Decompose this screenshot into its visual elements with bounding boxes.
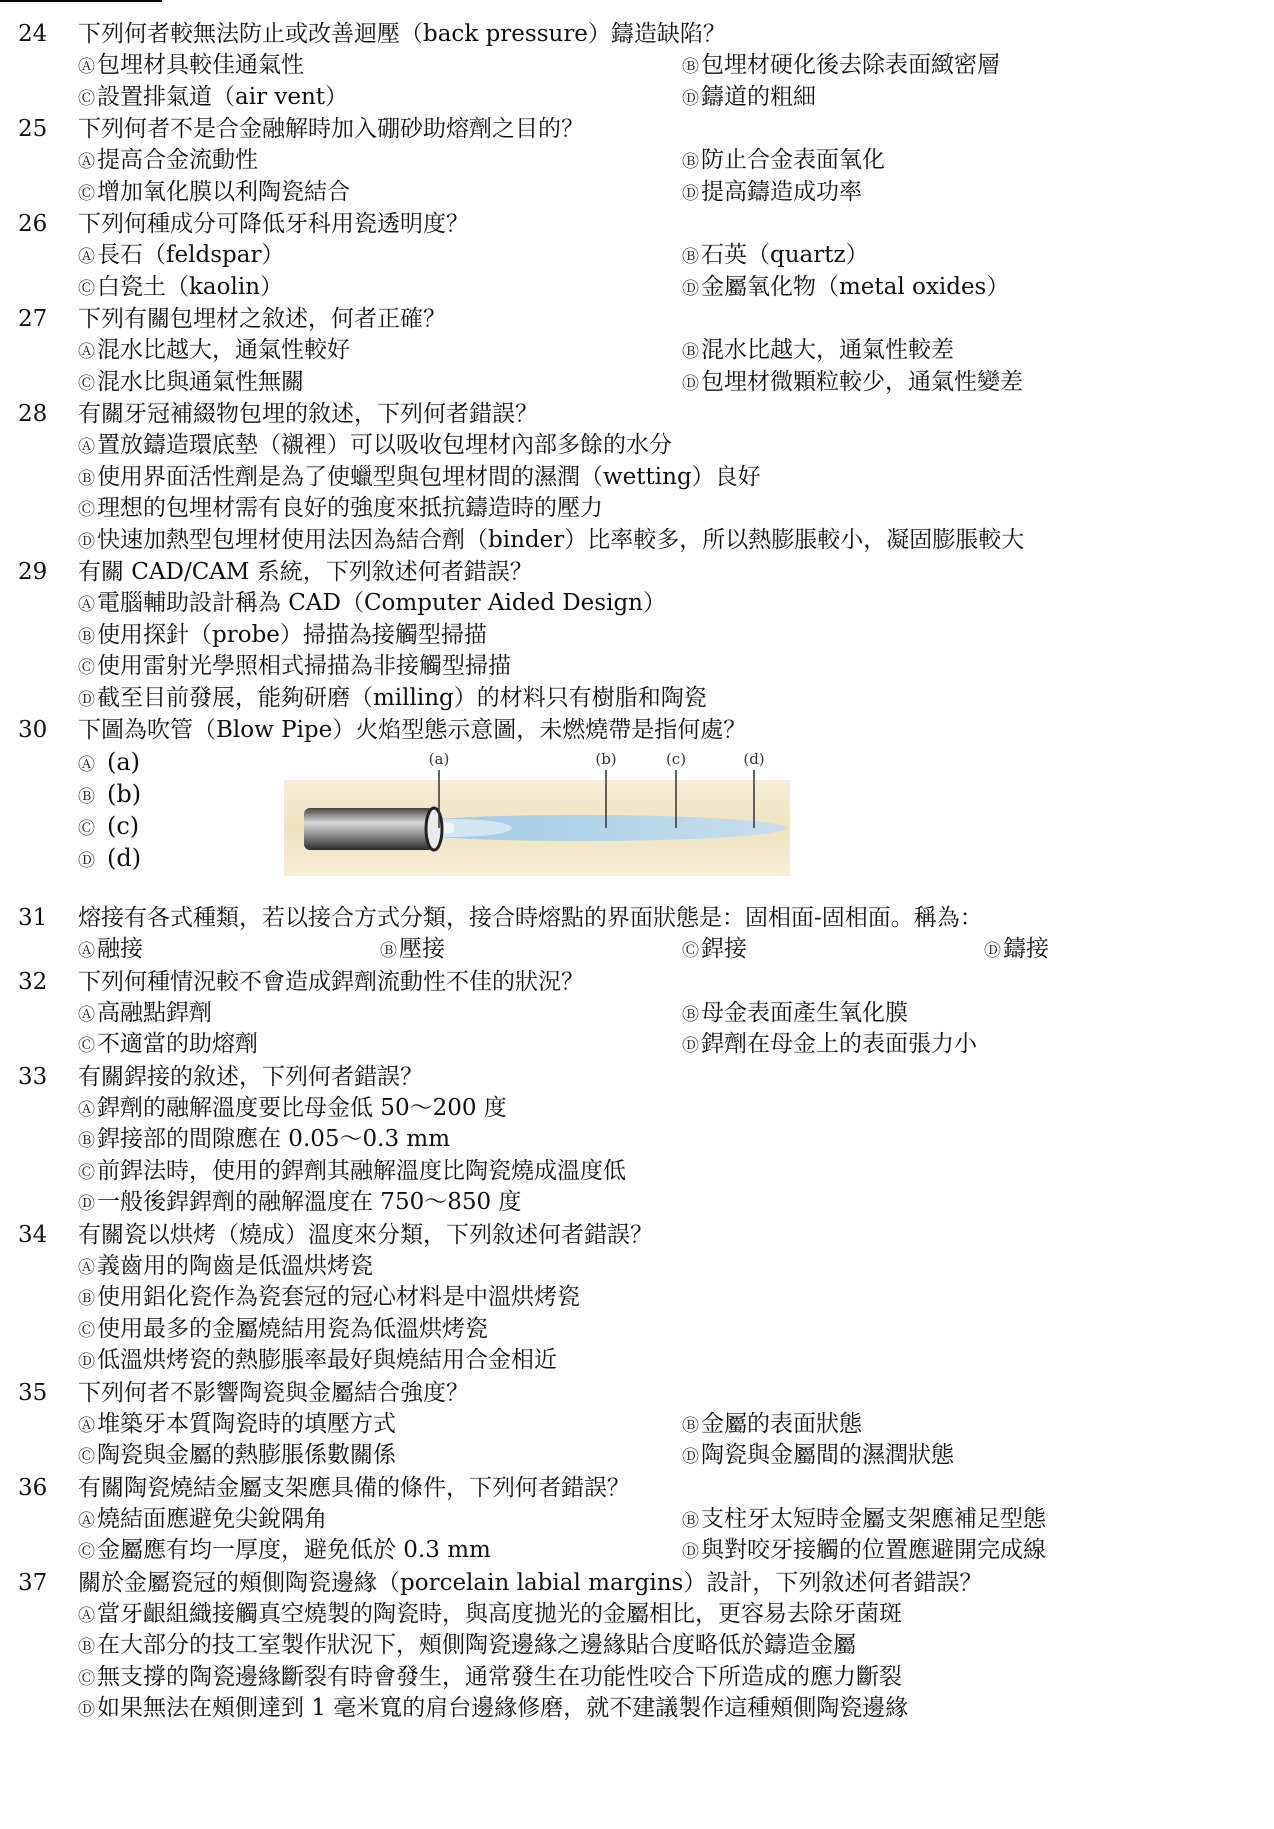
option-text: 使用探針（probe）掃描為接觸型掃描 (97, 621, 487, 648)
answer-option[interactable] (78, 1409, 396, 1443)
option-marker: Ⓐ (78, 342, 95, 362)
option-text: 無支撐的陶瓷邊緣斷裂有時會發生，通常發生在功能性咬合下所造成的應力斷裂 (97, 1663, 902, 1690)
question-29 (0, 556, 1274, 714)
question-text: 有關瓷以烘烤（燒成）溫度來分類，下列敘述何者錯誤？ (78, 1221, 653, 1248)
answer-option[interactable] (78, 1535, 491, 1569)
option-row (0, 1029, 1274, 1061)
option-marker: Ⓒ (78, 373, 95, 394)
option-text: 長石（feldspar） (97, 242, 285, 268)
option-text: 置放鑄造環底墊（襯裡）可以吸收包埋材內部多餘的水分 (97, 432, 672, 458)
option-row (0, 1599, 1274, 1631)
option-marker: Ⓓ (682, 373, 699, 394)
option-text: 提高合金流動性 (97, 147, 258, 173)
question-number: 33 (18, 1063, 48, 1090)
option-row (0, 1282, 1274, 1314)
option-marker: Ⓑ (78, 468, 95, 489)
answer-option[interactable] (78, 493, 603, 527)
option-row (0, 1504, 1274, 1536)
option-marker: Ⓑ (78, 787, 95, 807)
question-number: 37 (18, 1569, 48, 1596)
question-28 (0, 398, 1274, 556)
figure-label: (c) (665, 750, 687, 768)
figure-label: (b) (595, 750, 617, 768)
option-text: 提高鑄造成功率 (701, 178, 862, 205)
answer-option[interactable] (78, 1156, 626, 1190)
option-text: 金屬的表面狀態 (701, 1410, 862, 1437)
option-text: 金屬應有均一厚度，避免低於 0.3 mm (97, 1537, 491, 1563)
question-25 (0, 113, 1274, 208)
option-text: 母金表面產生氧化膜 (701, 999, 908, 1026)
option-row (0, 1630, 1274, 1662)
option-row (0, 240, 1274, 272)
option-text: 銲劑的融解溫度要比母金低 50～200 度 (97, 1094, 507, 1121)
answer-option[interactable] (984, 934, 1049, 968)
option-row (0, 1251, 1274, 1283)
option-text: 燒結面應避免尖銳隅角 (97, 1505, 327, 1532)
option-text: 如果無法在頰側達到 1 毫米寬的肩台邊緣修磨，就不建議製作這種頰側陶瓷邊緣 (97, 1695, 909, 1721)
question-text: 下列何者不影響陶瓷與金屬結合強度？ (78, 1379, 469, 1406)
answer-option[interactable] (682, 145, 885, 179)
answer-option[interactable] (78, 1314, 488, 1348)
option-text: 混水比與通氣性無關 (97, 368, 304, 395)
question-32 (0, 966, 1274, 1061)
question-number: 31 (18, 905, 48, 931)
question-24 (0, 18, 1274, 113)
option-marker: Ⓓ (984, 941, 1001, 961)
question-stem (0, 966, 1274, 998)
option-row (0, 1440, 1274, 1472)
answer-option[interactable] (78, 620, 487, 654)
option-list (0, 588, 1274, 714)
exam-question-list (0, 18, 1274, 1725)
option-text: 包埋材具較佳通氣性 (97, 52, 304, 78)
option-marker: Ⓒ (78, 1162, 95, 1183)
question-33 (0, 1061, 1274, 1219)
option-text: 陶瓷與金屬間的濕潤狀態 (701, 1442, 954, 1468)
question-36 (0, 1472, 1274, 1567)
answer-option[interactable] (78, 462, 761, 496)
option-text: 不適當的助熔劑 (97, 1031, 258, 1057)
question-text: 下列何者不是合金融解時加入硼砂助熔劑之目的？ (78, 116, 584, 142)
option-text: 鑄道的粗細 (701, 83, 816, 110)
option-marker: Ⓑ (78, 1131, 95, 1151)
option-text: 混水比越大，通氣性較差 (701, 337, 954, 363)
option-marker: Ⓐ (78, 1099, 95, 1120)
option-marker: Ⓑ (78, 1289, 95, 1309)
answer-option[interactable] (78, 1187, 521, 1221)
option-row[interactable] (78, 746, 141, 778)
answer-option[interactable] (78, 82, 348, 116)
option-row (0, 1187, 1274, 1219)
answer-option[interactable] (682, 1440, 954, 1474)
option-marker: Ⓑ (682, 1510, 699, 1531)
option-marker: Ⓐ (78, 1415, 95, 1436)
option-marker: Ⓑ (682, 1415, 699, 1436)
option-list (0, 1251, 1274, 1377)
question-number: 36 (18, 1474, 48, 1501)
answer-option[interactable] (682, 1504, 1046, 1538)
option-marker: Ⓓ (682, 278, 699, 299)
header-rule (0, 0, 162, 2)
question-number: 29 (18, 559, 48, 585)
question-34 (0, 1219, 1274, 1377)
answer-option[interactable] (682, 335, 954, 369)
option-marker: Ⓐ (78, 1605, 95, 1626)
option-row (0, 272, 1274, 304)
question-number: 24 (18, 21, 48, 47)
question-26 (0, 208, 1274, 303)
question-text: 下列有關包埋材之敘述，何者正確？ (78, 306, 446, 332)
option-list (0, 240, 1274, 303)
option-row (0, 335, 1274, 367)
answer-option[interactable] (682, 240, 869, 274)
option-text: 在大部分的技工室製作狀況下，頰側陶瓷邊緣之邊緣貼合度略低於鑄造金屬 (97, 1632, 856, 1658)
question-stem (0, 1377, 1274, 1409)
question-text: 下圖為吹管（Blow Pipe）火焰型態示意圖，未燃燒帶是指何處？ (78, 717, 747, 743)
answer-option[interactable] (682, 272, 1009, 306)
option-text: 融接 (97, 936, 143, 962)
option-marker: Ⓑ (78, 626, 95, 647)
answer-option[interactable] (78, 1282, 580, 1316)
blowpipe-tube (304, 808, 434, 850)
option-text: 陶瓷與金屬的熱膨脹係數關係 (97, 1442, 396, 1468)
option-marker: Ⓐ (78, 1510, 95, 1531)
question-stem (0, 902, 1274, 934)
answer-option[interactable] (682, 1029, 977, 1063)
answer-option[interactable] (682, 934, 747, 968)
option-text: 白瓷土（kaolin） (97, 273, 284, 300)
option-text: 一般後銲銲劑的融解溫度在 750～850 度 (97, 1189, 522, 1215)
option-text: 電腦輔助設計稱為 CAD（Computer Aided Design） (97, 590, 666, 616)
question-number: 34 (18, 1221, 48, 1248)
option-text: 使用界面活性劑是為了使蠟型與包埋材間的濕潤（wetting）良好 (97, 463, 761, 490)
answer-option[interactable] (682, 998, 908, 1032)
question-stem (0, 113, 1274, 145)
option-row (0, 525, 1274, 557)
option-marker: Ⓓ (682, 88, 699, 109)
option-marker: Ⓐ (78, 152, 95, 172)
answer-option[interactable] (78, 335, 350, 369)
option-text: 使用雷射光學照相式掃描為非接觸型掃描 (97, 653, 511, 679)
question-number: 30 (18, 717, 48, 743)
option-text: 理想的包埋材需有良好的強度來抵抗鑄造時的壓力 (97, 495, 603, 521)
option-list (0, 335, 1274, 398)
option-list (0, 1409, 1274, 1472)
option-list (0, 50, 1274, 113)
answer-option[interactable] (682, 1409, 862, 1443)
option-row (0, 934, 1274, 966)
option-row (0, 651, 1274, 683)
option-text: 支柱牙太短時金屬支架應補足型態 (701, 1505, 1046, 1532)
option-text: 前銲法時，使用的銲劑其融解溫度比陶瓷燒成溫度低 (97, 1157, 626, 1184)
question-number: 28 (18, 401, 48, 427)
figure-label: (d) (743, 750, 765, 768)
question-number: 27 (18, 306, 48, 332)
question-text: 有關 CAD/CAM 系統，下列敘述何者錯誤？ (78, 559, 533, 585)
option-row[interactable] (78, 842, 141, 874)
question-text: 有關銲接的敘述，下列何者錯誤？ (78, 1063, 423, 1090)
option-row (0, 1345, 1274, 1377)
option-marker: Ⓐ (78, 247, 95, 267)
option-text: 防止合金表面氧化 (701, 147, 885, 173)
question-stem (0, 556, 1274, 588)
question-text: 熔接有各式種類，若以接合方式分類，接合時熔點的界面狀態是：固相面-固相面。稱為： (78, 905, 983, 931)
question-stem (0, 18, 1274, 50)
option-marker: Ⓒ (78, 183, 95, 204)
option-text: 堆築牙本質陶瓷時的填壓方式 (97, 1410, 396, 1437)
answer-option[interactable] (78, 367, 304, 401)
option-list (78, 746, 141, 874)
answer-option[interactable] (78, 934, 143, 968)
answer-option[interactable] (78, 1504, 327, 1538)
option-text: 包埋材微顆粒較少，通氣性變差 (701, 368, 1023, 395)
option-text: 金屬氧化物（metal oxides） (701, 273, 1010, 300)
option-marker: Ⓐ (78, 437, 95, 457)
answer-option[interactable] (78, 1345, 557, 1379)
option-row (0, 1535, 1274, 1567)
option-row (0, 367, 1274, 399)
question-stem (0, 1567, 1274, 1599)
question-text: 下列何者較無法防止或改善迴壓（back pressure）鑄造缺陷？ (78, 21, 726, 47)
option-text: (b) (107, 780, 142, 808)
option-row (0, 1124, 1274, 1156)
option-row (0, 1156, 1274, 1188)
option-row (0, 588, 1274, 620)
option-list (0, 1093, 1274, 1219)
question-text: 有關牙冠補綴物包埋的敘述，下列何者錯誤？ (78, 401, 538, 427)
option-text: (d) (107, 844, 142, 872)
option-marker: Ⓐ (78, 941, 95, 961)
option-marker: Ⓓ (682, 1036, 699, 1056)
option-row (0, 145, 1274, 177)
option-text: 增加氧化膜以利陶瓷結合 (97, 178, 350, 205)
option-text: 當牙齦組織接觸真空燒製的陶瓷時，與高度拋光的金屬相比，更容易去除牙菌斑 (97, 1600, 902, 1627)
question-text: 有關陶瓷燒結金屬支架應具備的條件，下列何者錯誤？ (78, 1474, 630, 1501)
answer-option[interactable] (78, 651, 511, 685)
answer-option[interactable] (380, 934, 445, 968)
option-text: 使用鋁化瓷作為瓷套冠的冠心材料是中溫烘烤瓷 (97, 1284, 580, 1310)
option-row (0, 82, 1274, 114)
option-text: 銲接部的間隙應在 0.05～0.3 mm (97, 1126, 451, 1152)
answer-option[interactable] (78, 1029, 258, 1063)
option-marker: Ⓓ (78, 1194, 95, 1214)
option-row (0, 1409, 1274, 1441)
option-text: 義齒用的陶齒是低溫烘烤瓷 (97, 1252, 373, 1279)
option-text: 快速加熱型包埋材使用法因為結合劑（binder）比率較多，所以熱膨脹較小，凝固膨脹較大 (97, 526, 1025, 553)
option-marker: Ⓒ (78, 278, 95, 299)
option-row (0, 1093, 1274, 1125)
question-37 (0, 1567, 1274, 1725)
option-text: 銲接 (701, 936, 747, 962)
question-spacer (0, 882, 1274, 902)
answer-option[interactable] (78, 588, 666, 622)
answer-option[interactable] (78, 1630, 856, 1664)
option-marker: Ⓒ (78, 819, 95, 839)
option-text: (c) (107, 812, 140, 840)
question-35 (0, 1377, 1274, 1472)
answer-option[interactable] (78, 240, 284, 274)
option-marker: Ⓑ (78, 1637, 95, 1657)
option-marker: Ⓒ (78, 658, 95, 678)
option-marker: Ⓒ (682, 941, 699, 961)
answer-option[interactable] (682, 1535, 1046, 1569)
option-list (0, 998, 1274, 1061)
question-text: 下列何種成分可降低牙科用瓷透明度？ (78, 211, 469, 237)
answer-option[interactable] (78, 272, 283, 306)
answer-option[interactable] (78, 1124, 450, 1158)
option-row (0, 177, 1274, 209)
question-30 (0, 714, 1274, 882)
option-list (0, 934, 1274, 966)
option-row (0, 683, 1274, 715)
option-text: 使用最多的金屬燒結用瓷為低溫烘烤瓷 (97, 1315, 488, 1342)
answer-option[interactable] (78, 1251, 373, 1285)
question-27 (0, 303, 1274, 398)
option-list (0, 1504, 1274, 1567)
option-row (0, 1693, 1274, 1725)
option-marker: Ⓓ (682, 183, 699, 204)
option-marker: Ⓒ (78, 1542, 95, 1562)
option-row (0, 1662, 1274, 1694)
option-list (0, 1599, 1274, 1725)
option-marker: Ⓐ (78, 1004, 95, 1025)
option-text: 高融點銲劑 (97, 999, 212, 1026)
option-marker: Ⓓ (682, 1447, 699, 1467)
option-marker: Ⓐ (78, 1257, 95, 1278)
option-list (0, 746, 1274, 882)
option-marker: Ⓐ (78, 595, 95, 615)
option-marker: Ⓓ (682, 1542, 699, 1562)
question-stem (0, 398, 1274, 430)
option-marker: Ⓐ (78, 57, 95, 77)
option-marker: Ⓑ (682, 247, 699, 267)
answer-option[interactable] (78, 525, 1024, 559)
figure-label: (a) (428, 750, 450, 768)
answer-option[interactable] (682, 367, 1023, 401)
option-marker: Ⓑ (682, 57, 699, 77)
option-marker: Ⓒ (78, 88, 95, 109)
question-text: 關於金屬瓷冠的頰側陶瓷邊緣（porcelain labial margins）設計，下列敘述何者錯誤？ (78, 1569, 983, 1596)
option-row (0, 493, 1274, 525)
option-row[interactable] (78, 778, 141, 810)
answer-option[interactable] (78, 1093, 507, 1127)
option-row (0, 620, 1274, 652)
question-stem (0, 714, 1274, 746)
option-text: 設置排氣道（air vent） (97, 83, 349, 110)
blowpipe-flame-diagram (282, 750, 792, 880)
option-marker: Ⓑ (682, 342, 699, 362)
answer-option[interactable] (682, 50, 1000, 84)
option-marker: Ⓒ (78, 1668, 95, 1689)
answer-option[interactable] (78, 1599, 902, 1633)
option-row (0, 430, 1274, 462)
option-marker: Ⓐ (78, 755, 95, 775)
answer-option[interactable] (78, 145, 258, 179)
option-row (0, 50, 1274, 82)
option-marker: Ⓓ (78, 689, 95, 710)
option-marker: Ⓓ (78, 1700, 95, 1720)
option-text: 銲劑在母金上的表面張力小 (701, 1031, 977, 1057)
answer-option[interactable] (78, 50, 304, 84)
option-text: 與對咬牙接觸的位置應避開完成線 (701, 1537, 1046, 1563)
option-list (0, 145, 1274, 208)
option-marker: Ⓓ (78, 851, 95, 871)
option-row (0, 462, 1274, 494)
option-marker: Ⓑ (682, 152, 699, 172)
answer-option[interactable] (78, 177, 350, 211)
question-number: 35 (18, 1379, 48, 1406)
question-stem (0, 208, 1274, 240)
option-row (0, 998, 1274, 1030)
question-stem (0, 1472, 1274, 1504)
question-stem (0, 1061, 1274, 1093)
answer-option[interactable] (78, 1662, 902, 1696)
answer-option[interactable] (78, 1693, 908, 1727)
answer-option[interactable] (78, 998, 212, 1032)
question-text: 下列何種情況較不會造成銲劑流動性不佳的狀況？ (78, 968, 584, 995)
option-marker: Ⓓ (78, 1352, 95, 1372)
figure-block (0, 746, 1274, 882)
option-row[interactable] (78, 810, 141, 842)
option-text: 混水比越大，通氣性較好 (97, 337, 350, 363)
answer-option[interactable] (78, 1440, 396, 1474)
question-31 (0, 882, 1274, 966)
option-text: 截至目前發展，能夠研磨（milling）的材料只有樹脂和陶瓷 (97, 684, 707, 711)
option-marker: Ⓑ (682, 1004, 699, 1025)
option-marker: Ⓒ (78, 1320, 95, 1341)
option-row (0, 1314, 1274, 1346)
question-number: 25 (18, 116, 48, 142)
option-marker: Ⓓ (78, 531, 95, 552)
option-list (0, 430, 1274, 556)
option-marker: Ⓒ (78, 1036, 95, 1056)
option-text: 包埋材硬化後去除表面緻密層 (701, 52, 1000, 78)
answer-option[interactable] (682, 82, 816, 116)
option-marker: Ⓒ (78, 1447, 95, 1467)
question-stem (0, 303, 1274, 335)
option-text: 鑄接 (1003, 936, 1049, 962)
option-text: 低溫烘烤瓷的熱膨脹率最好與燒結用合金相近 (97, 1347, 557, 1373)
answer-option[interactable] (682, 177, 862, 211)
question-stem (0, 1219, 1274, 1251)
option-text: (a) (107, 748, 141, 776)
answer-option[interactable] (78, 430, 672, 464)
option-marker: Ⓒ (78, 500, 95, 520)
option-text: 石英（quartz） (701, 242, 869, 268)
option-marker: Ⓑ (380, 941, 397, 961)
answer-option[interactable] (78, 683, 707, 717)
question-number: 26 (18, 211, 48, 237)
question-number: 32 (18, 968, 48, 995)
option-text: 壓接 (399, 936, 445, 962)
